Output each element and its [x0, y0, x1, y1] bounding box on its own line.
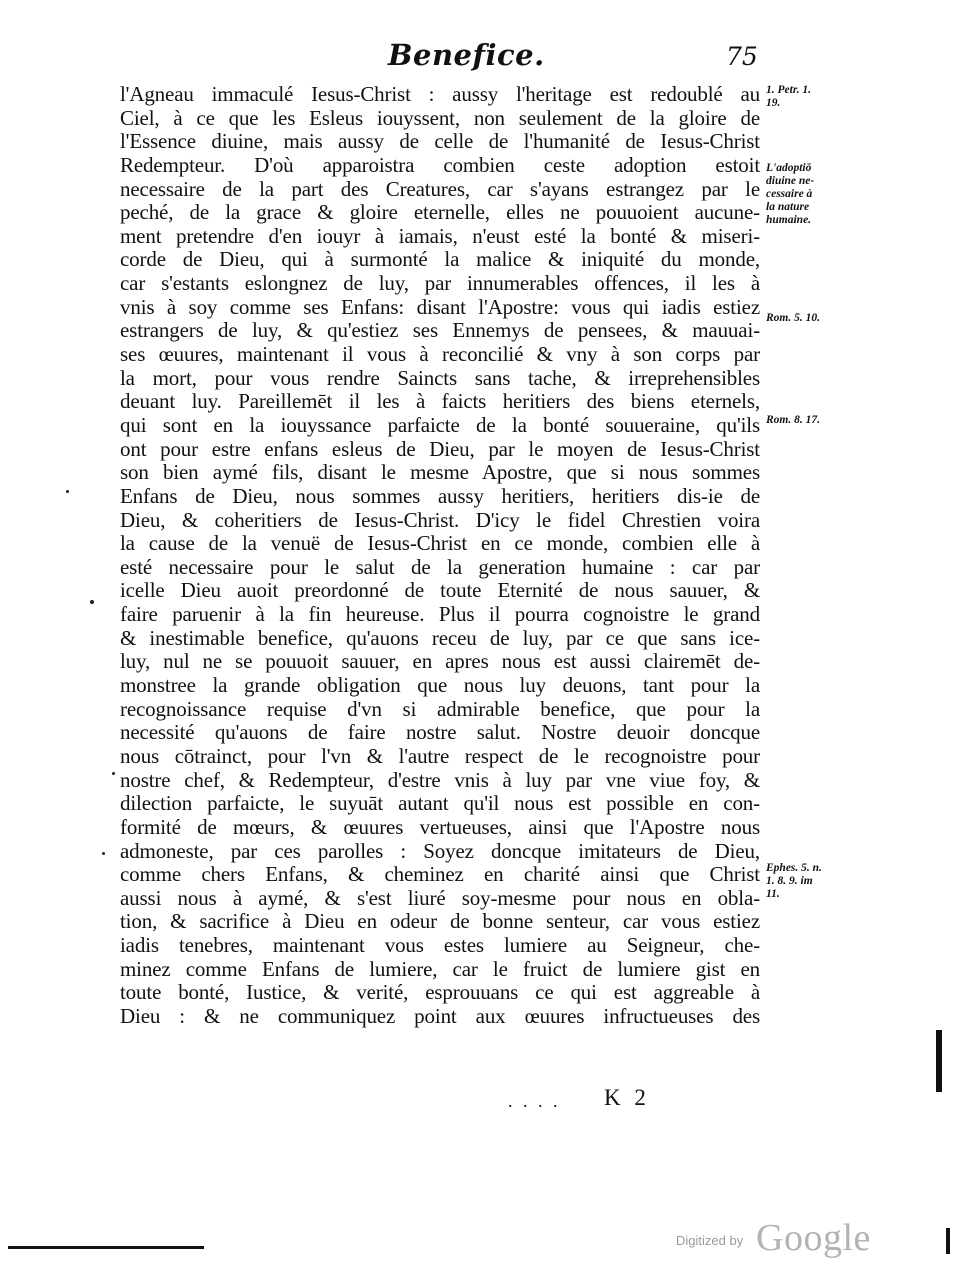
text-line: esté necessaire pour le salut de la generation humaine : car par	[120, 554, 760, 579]
marginal-note-line: L'adoptiō	[766, 162, 812, 174]
text-line: formité de mœurs, & œuures vertueuses, ainsi que l'Apostre nous	[120, 814, 760, 839]
text-line: & inestimable benefice, qu'auons receu de luy, par ce que sans ice-	[120, 625, 760, 650]
text-line: comme chers Enfans, & cheminez en charité ainsi que Christ	[120, 862, 760, 887]
text-line: ses œuures, maintenant il vous à reconcilié & vny à son corps par	[120, 342, 760, 367]
marginal-note	[766, 414, 820, 427]
marginal-note-line: humaine.	[766, 214, 812, 226]
text-line: ont pour estre enfans esleus de Dieu, par le moyen de Iesus-Christ	[120, 436, 760, 461]
text-line: l'Agneau immaculé Iesus-Christ : aussy l'heritage est redoublé au	[120, 82, 760, 106]
digitized-watermark	[676, 1216, 876, 1259]
running-title: Benefice.	[388, 38, 545, 72]
text-line: luy, nul ne se pouuoit sauuer, en apres nous est aussi clairemēt de-	[120, 649, 760, 674]
marginal-note-line: 1. 8. 9. im	[766, 875, 813, 887]
marginal-note-line: cessaire à	[766, 188, 813, 200]
text-line: icelle Dieu auoit preordonné de toute Eternité de nous sauuer, &	[120, 578, 760, 603]
text-line: la mort, pour vous rendre Saincts sans tache, & irreprehensibles	[120, 365, 760, 390]
text-line: qui sont en la iouyssance parfaicte de la bonté souueraine, qu'ils	[120, 412, 760, 437]
text-line: nostre chef, & Redempteur, d'estre vnis à luy par vne viue foy, &	[120, 767, 760, 792]
marginal-note	[766, 312, 820, 325]
ink-speck	[90, 600, 94, 604]
scan-edge-mark-corner	[946, 1228, 950, 1254]
text-line: Redempteur. D'où apparoistra combien ceste adoption estoit	[120, 152, 760, 177]
text-line: estrangers de luy, & qu'estiez ses Ennemys de pensees, & mauuai-	[120, 318, 760, 343]
marginal-note-line: 19.	[766, 97, 781, 109]
text-line: toute bonté, Iustice, & verité, esprouuans ce qui est aggreable à	[120, 980, 760, 1005]
text-line: car s'estants eslongnez de luy, par innumerables offences, il les à	[120, 271, 760, 296]
marginal-note-line: 11.	[766, 888, 780, 900]
ink-speck	[112, 772, 115, 775]
text-line: corde de Dieu, qui à surmonté la malice & iniquité du monde,	[120, 247, 760, 272]
marginal-note-line: 1. Petr. 1.	[766, 84, 812, 96]
text-line: vnis à soy comme ses Enfans: disant l'Apostre: vous qui iadis estiez	[120, 294, 760, 319]
text-line: Dieu : & ne communiquez point aux œuures infructueuses des	[120, 1003, 760, 1028]
text-line: monstree la grande obligation que nous luy deuons, tant pour la	[120, 673, 760, 698]
text-line: necessité qu'auons de faire nostre salut. Nostre deuoir doncque	[120, 720, 760, 745]
text-line: son bien aymé fils, disant le mesme Apostre, que si nous sommes	[120, 460, 760, 485]
ink-speck	[102, 852, 105, 855]
text-line: Enfans de Dieu, nous sommes aussy heritiers, heritiers dis-ie de	[120, 483, 760, 508]
page-number: 75	[726, 42, 758, 71]
text-line: recognoissance requise d'vn si admirable benefice, que pour la	[120, 696, 760, 721]
text-line: l'Essence diuine, mais aussy de celle de l'humanité de Iesus-Christ	[120, 129, 760, 154]
marginal-note	[766, 84, 811, 110]
scan-edge-mark-right	[936, 1030, 942, 1092]
text-line: ment pretendre d'en iouyr à iamais, n'eust esté la bonté & miseri-	[120, 223, 760, 248]
text-line: nous cōtrainct, pour l'vn & l'autre respect de le recognoistre pour	[120, 743, 760, 768]
digitized-by-label: Digitized by	[676, 1233, 744, 1248]
body-text	[120, 83, 760, 1029]
text-line: la cause de la venuë de Iesus-Christ en ce monde, combien elle à	[120, 531, 760, 556]
text-line: aussi nous à aymé, & s'est liuré soy-mesme pour nous en obla-	[120, 885, 760, 910]
scan-edge-mark-bottom	[8, 1246, 204, 1249]
text-line: deuant luy. Pareillemēt il les à faicts heritiers des biens eternels,	[120, 389, 760, 414]
marginal-note	[766, 862, 822, 901]
footer-dots: . . . .	[508, 1091, 561, 1111]
signature-mark: K 2	[604, 1085, 650, 1110]
text-line: tion, & sacrifice à Dieu en odeur de bonne senteur, car vous estiez	[120, 909, 760, 934]
text-line: Ciel, à ce que les Esleus iouyssent, non seulement de la gloire de	[120, 105, 760, 130]
text-line: dilection parfaicte, le suyuāt autant qu'il nous est possible en con-	[120, 791, 760, 816]
catchword-row	[500, 1085, 700, 1115]
google-logo: Google	[756, 1217, 871, 1259]
ink-speck	[66, 490, 69, 493]
marginal-note-line: Rom. 8. 17.	[766, 414, 820, 426]
text-line: admoneste, par ces parolles : Soyez doncque imitateurs de Dieu,	[120, 838, 760, 863]
marginal-note	[766, 162, 814, 227]
text-line: minez comme Enfans de lumiere, car le fruict de lumiere gist en	[120, 956, 760, 981]
text-line: iadis tenebres, maintenant vous estes lumiere au Seigneur, che-	[120, 933, 760, 958]
marginal-note-line: Rom. 5. 10.	[766, 312, 820, 324]
text-line: faire paruenir à la fin heureuse. Plus il pourra cognoistre le grand	[120, 602, 760, 627]
text-line: Dieu, & coheritiers de Iesus-Christ. D'icy le fidel Chrestien voira	[120, 507, 760, 532]
running-head	[0, 38, 967, 74]
marginal-note-line: Ephes. 5. n.	[766, 862, 822, 874]
marginal-note-line: diuine ne-	[766, 175, 815, 187]
text-line: necessaire de la part des Creatures, car s'ayans estrangez par le	[120, 176, 760, 201]
marginal-note-line: la nature	[766, 201, 810, 213]
text-line: peché, de la grace & gloire eternelle, elles ne pouuoient aucune-	[120, 200, 760, 225]
